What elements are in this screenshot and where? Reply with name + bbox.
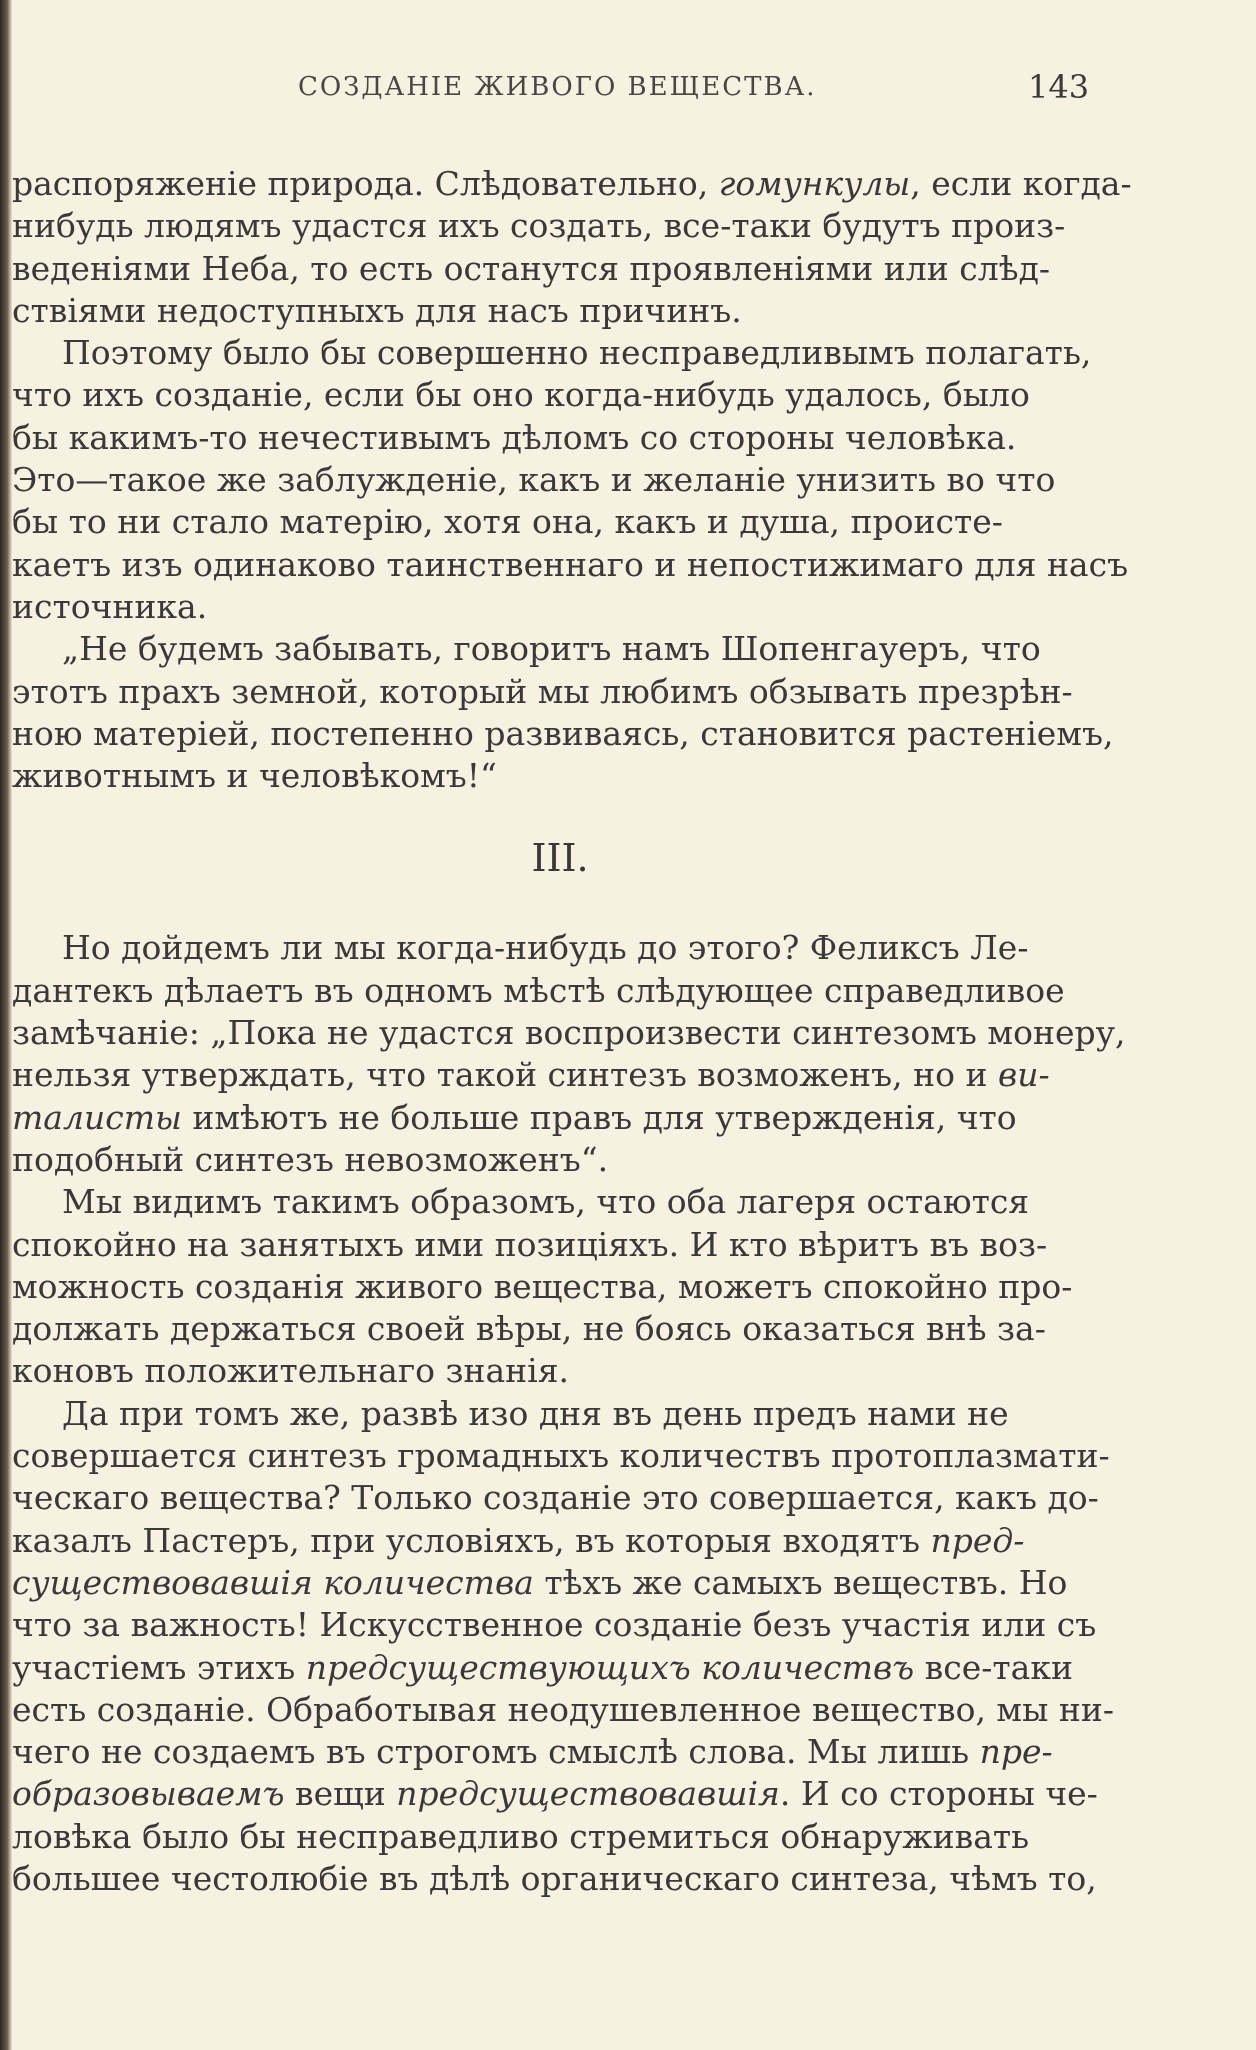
- text-line: ною матеріей, постепенно развиваясь, становится растеніемъ,: [12, 713, 1114, 753]
- page-number: 143: [1028, 68, 1090, 106]
- text-line: нибудь людямъ удастся ихъ создать, все-таки будутъ произ-: [12, 206, 1066, 246]
- text-line: Поэтому было бы совершенно несправедливымъ полагать,: [62, 333, 1092, 373]
- paragraph-4: [12, 927, 1126, 1181]
- page-header: [0, 70, 1256, 110]
- text-line: должать держаться своей вѣры, не боясь оказаться внѣ за-: [12, 1309, 1046, 1349]
- text-line: казалъ Пастеръ, при условіяхъ, въ которыя входятъ пред-: [12, 1520, 1025, 1560]
- italic-term: гомункулы: [718, 164, 911, 203]
- text-line: существовавшія количества тѣхъ же самыхъ веществъ. Но: [12, 1562, 1068, 1602]
- italic-term: пред-: [930, 1520, 1025, 1560]
- text-line: что ихъ созданіе, если бы оно когда-нибудь удалось, было: [12, 375, 1030, 415]
- paragraph-5: [12, 1181, 1108, 1392]
- text-line: бы то ни стало матерію, хотя она, какъ и душа, происте-: [12, 502, 1003, 542]
- italic-term: предсуществующихъ количествъ: [305, 1647, 915, 1687]
- text-line: ствіями недоступныхъ для насъ причинъ.: [12, 290, 742, 330]
- paragraph-6: [12, 1393, 1114, 1901]
- running-title: СОЗДАНІЕ ЖИВОГО ВЕЩЕСТВА.: [298, 72, 817, 102]
- text-line: талисты имѣютъ не больше правъ для утвержденія, что: [12, 1097, 1017, 1137]
- paragraph-1: [12, 163, 1132, 332]
- text-line: Но дойдемъ ли мы когда-нибудь до этого? Феликсъ Ле-: [62, 928, 1029, 968]
- text-line: животнымъ и человѣкомъ!“: [12, 756, 497, 796]
- italic-term: существовавшія количества: [12, 1562, 534, 1602]
- book-spine-edge: [0, 0, 12, 2050]
- text-line: источника.: [12, 586, 208, 626]
- text-line: распоряженіе природа. Слѣдовательно, гомункулы, если когда-: [12, 164, 1132, 203]
- text-line: коновъ положительнаго знанія.: [12, 1351, 570, 1391]
- text-line: есть созданіе. Обработывая неодушевленное вещество, мы ни-: [12, 1689, 1114, 1729]
- text-line: этотъ прахъ земной, который мы любимъ обзывать презрѣн-: [12, 671, 1073, 711]
- text-line: веденіями Неба, то есть останутся проявленіями или слѣд-: [12, 248, 1051, 288]
- paragraph-2: [12, 332, 1129, 628]
- text-line: дантекъ дѣлаетъ въ одномъ мѣстѣ слѣдующее справедливое: [12, 970, 1065, 1010]
- text-line: подобный синтезъ невозможенъ“.: [12, 1139, 609, 1179]
- text-line: каетъ изъ одинаково таинственнаго и непостижимаго для насъ: [12, 544, 1129, 584]
- italic-term: образовываемъ: [12, 1774, 285, 1814]
- text-line: Мы видимъ такимъ образомъ, что оба лагеря остаются: [62, 1182, 1030, 1222]
- text-line: образовываемъ вещи предсуществовавшія. И со стороны че-: [12, 1774, 1098, 1814]
- italic-term: предсуществовавшія: [396, 1774, 780, 1814]
- text-line: можность созданія живого вещества, можетъ спокойно про-: [12, 1266, 1073, 1306]
- text-line: нельзя утверждать, что такой синтезъ возможенъ, но и ви-: [12, 1055, 1050, 1095]
- text-line: замѣчаніе: „Пока не удастся воспроизвести синтезомъ монеру,: [12, 1013, 1126, 1053]
- paragraph-3-quote: [12, 628, 1114, 797]
- text-line: участіемъ этихъ предсуществующихъ количествъ все-таки: [12, 1647, 1073, 1687]
- italic-term: пре-: [979, 1732, 1053, 1772]
- text-line: Это—такое же заблужденіе, какъ и желаніе унизить во что: [12, 460, 1056, 500]
- text-line: что за важность! Искусственное созданіе безъ участія или съ: [12, 1605, 1097, 1645]
- section-heading: III.: [531, 836, 589, 881]
- text-line: бы какимъ-то нечестивымъ дѣломъ со стороны человѣка.: [12, 417, 1017, 457]
- text-line: ловѣка было бы несправедливо стремиться обнаруживать: [12, 1816, 1030, 1856]
- text-line: Да при томъ же, развѣ изо дня въ день предъ нами не: [62, 1393, 1009, 1433]
- text-line: ческаго вещества? Только созданіе это совершается, какъ до-: [12, 1478, 1099, 1518]
- text-line: чего не создаемъ въ строгомъ смыслѣ слова. Мы лишь пре-: [12, 1732, 1053, 1772]
- text-line: „Не будемъ забывать, говоритъ намъ Шопенгауеръ, что: [62, 629, 1041, 669]
- page-body: [12, 163, 1132, 1900]
- italic-term: талисты: [12, 1097, 182, 1137]
- text-line: спокойно на занятыхъ ими позиціяхъ. И кто вѣритъ въ воз-: [12, 1224, 1048, 1264]
- italic-term: ви-: [997, 1055, 1050, 1095]
- text-line: совершается синтезъ громадныхъ количествъ протоплазмати-: [12, 1436, 1110, 1476]
- text-line: большее честолюбіе въ дѣлѣ органическаго синтеза, чѣмъ то,: [12, 1858, 1097, 1898]
